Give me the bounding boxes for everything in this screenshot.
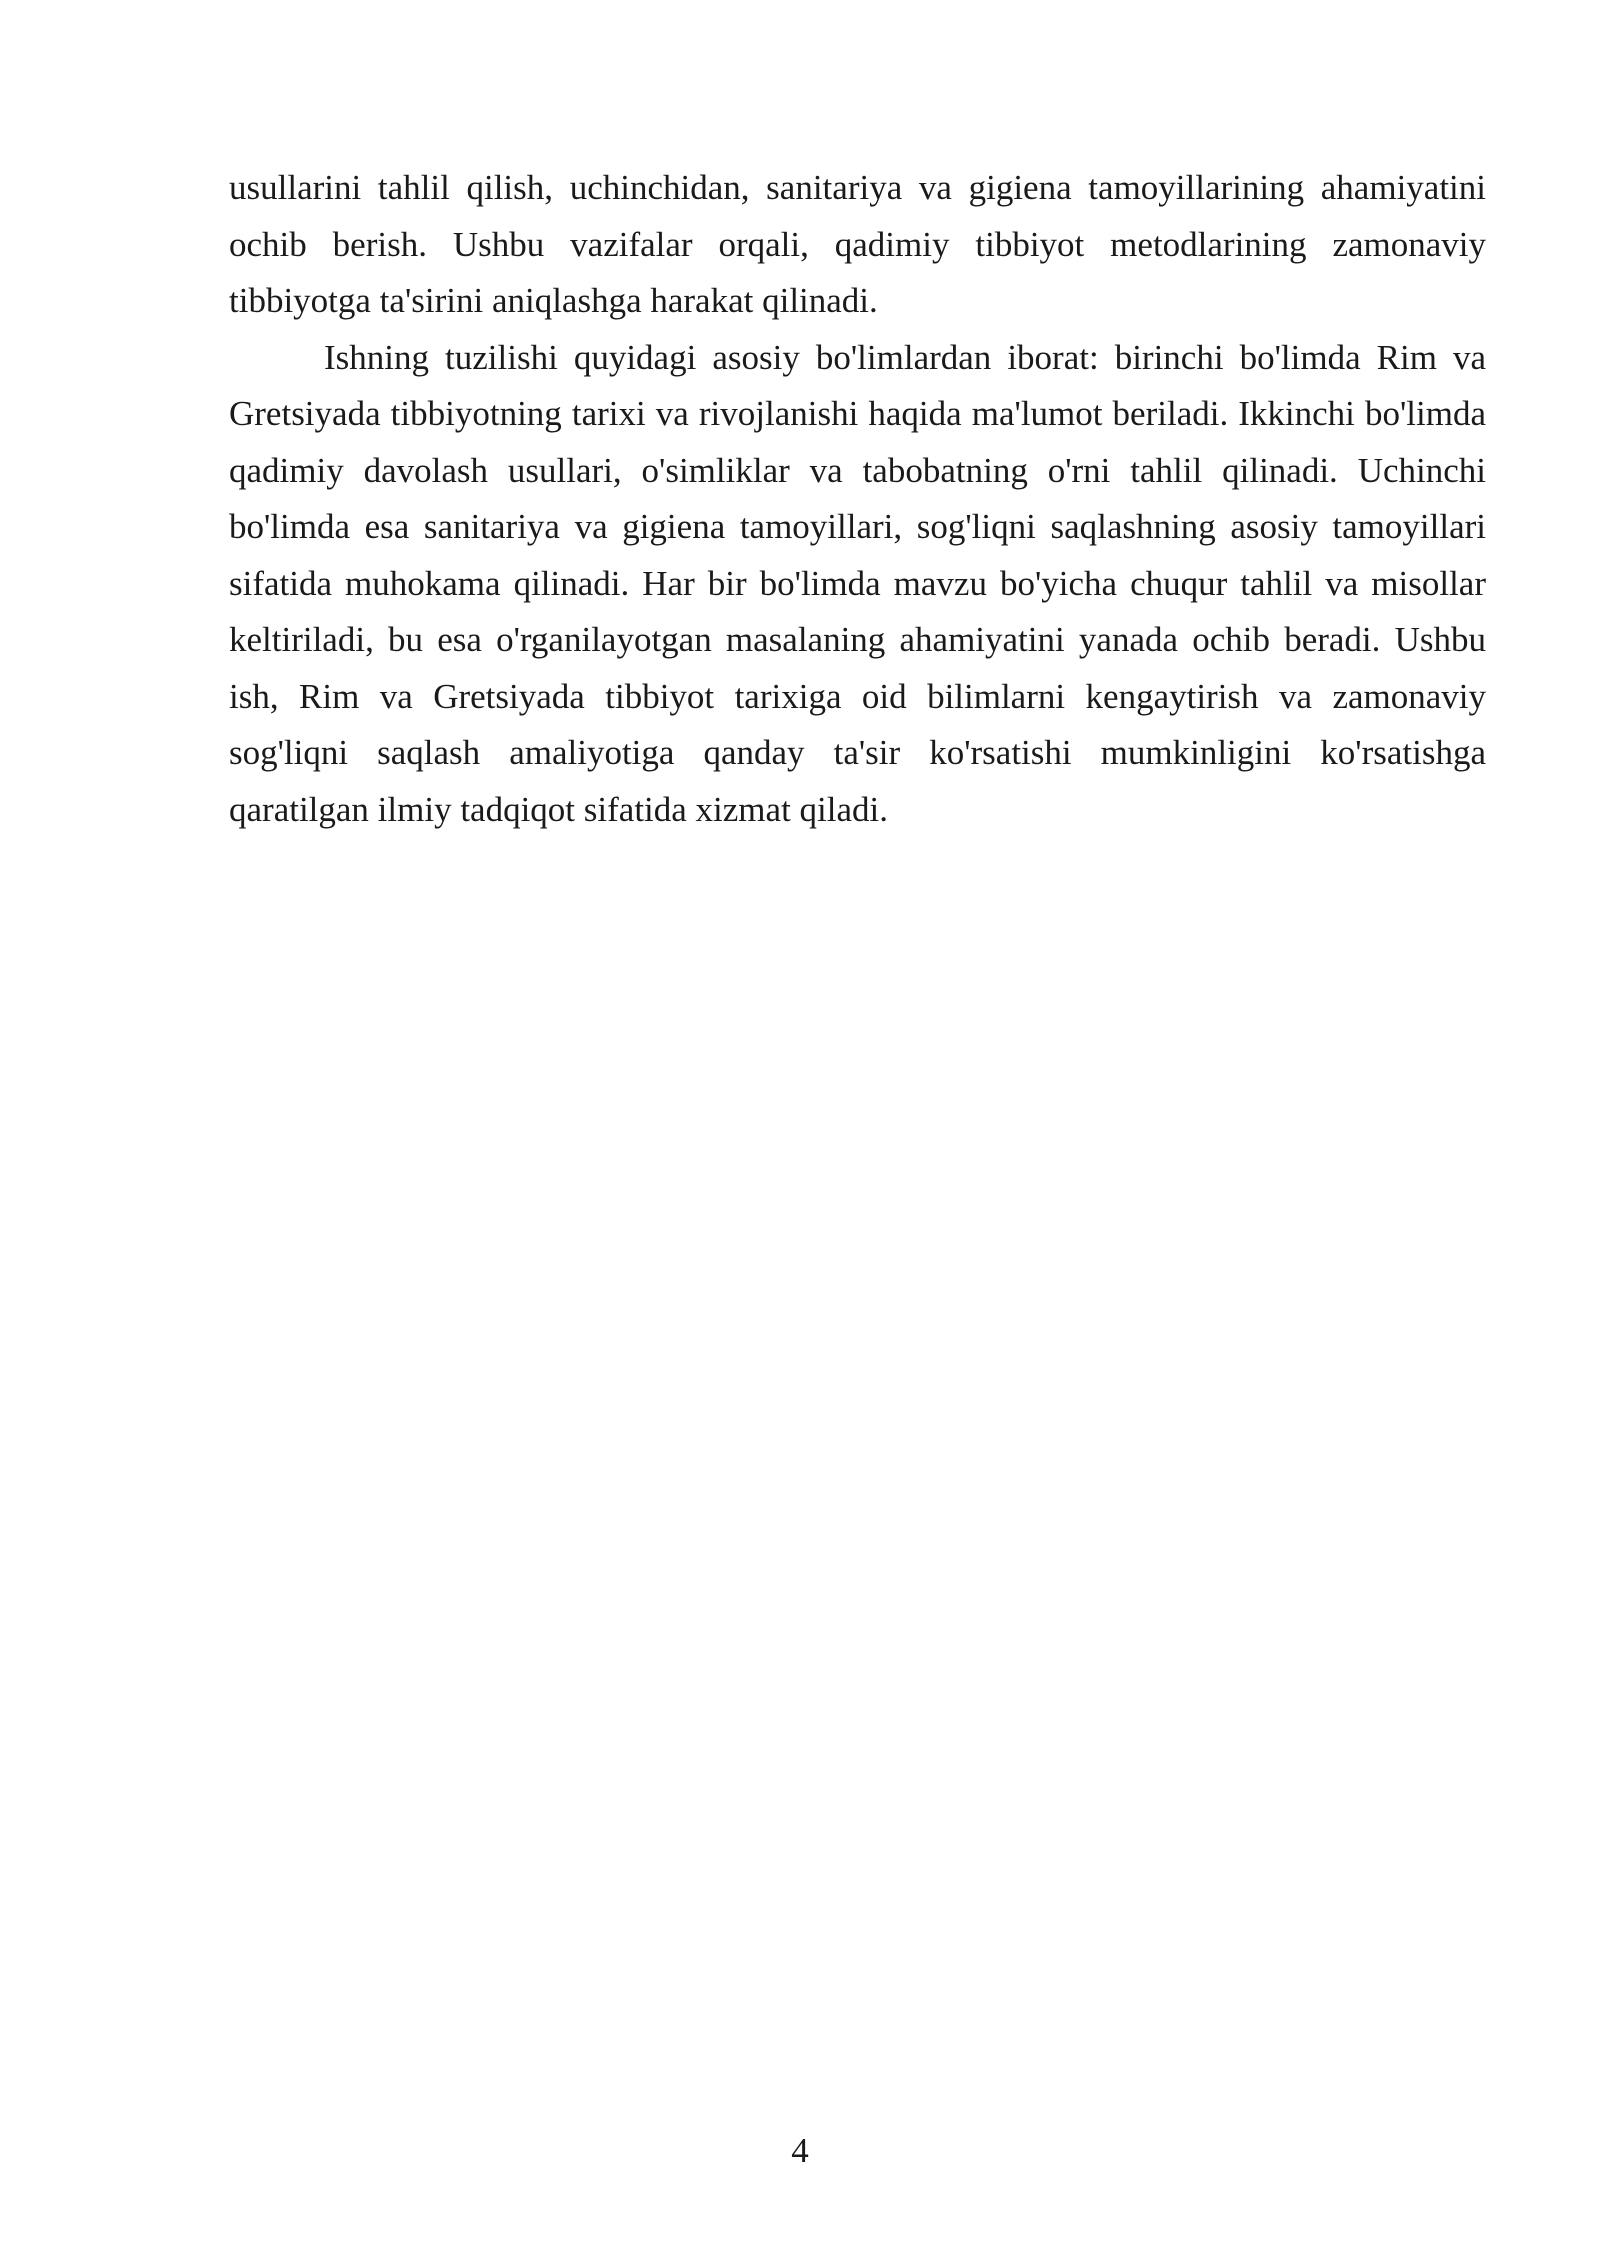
- paragraph-structure: Ishning tuzilishi quyidagi asosiy bo'limlardan iborat: birinchi bo'limda Rim va Gretsiyada tibbiyotning tarixi va rivojlanishi haqida ma'lumot beriladi. Ikkinchi bo'limda qadimiy davolash usullari, o'simliklar va tabobatning o'rni tahlil qilinadi. Uchinchi bo'limda esa sanitariya va gigiena tamoyillari, sog'liqni saqlashning asosiy tamoyillari sifatida muhokama qilinadi. Har bir bo'limda mavzu bo'yicha chuqur tahlil va misollar keltiriladi, bu esa o'rganilayotgan masalaning ahamiyatini yanada ochib beradi. Ushbu ish, Rim va Gretsiyada tibbiyot tarixiga oid bilimlarni kengaytirish va zamonaviy sog'liqni saqlash amaliyotiga qanday ta'sir ko'rsatishi mumkinligini ko'rsatishga qaratilgan ilmiy tadqiqot sifatida xizmat qiladi.: [229, 337, 1486, 829]
- page-number: 4: [791, 2131, 809, 2170]
- paragraph-continuation: usullarini tahlil qilish, uchinchidan, sanitariya va gigiena tamoyillarining ahamiyatini ochib berish. Ushbu vazifalar orqali, qadimiy tibbiyot metodlarining zamonaviy tibbiyotga ta'sirini aniqlashga harakat qilinadi.: [229, 168, 1486, 320]
- body-text: [229, 160, 1486, 838]
